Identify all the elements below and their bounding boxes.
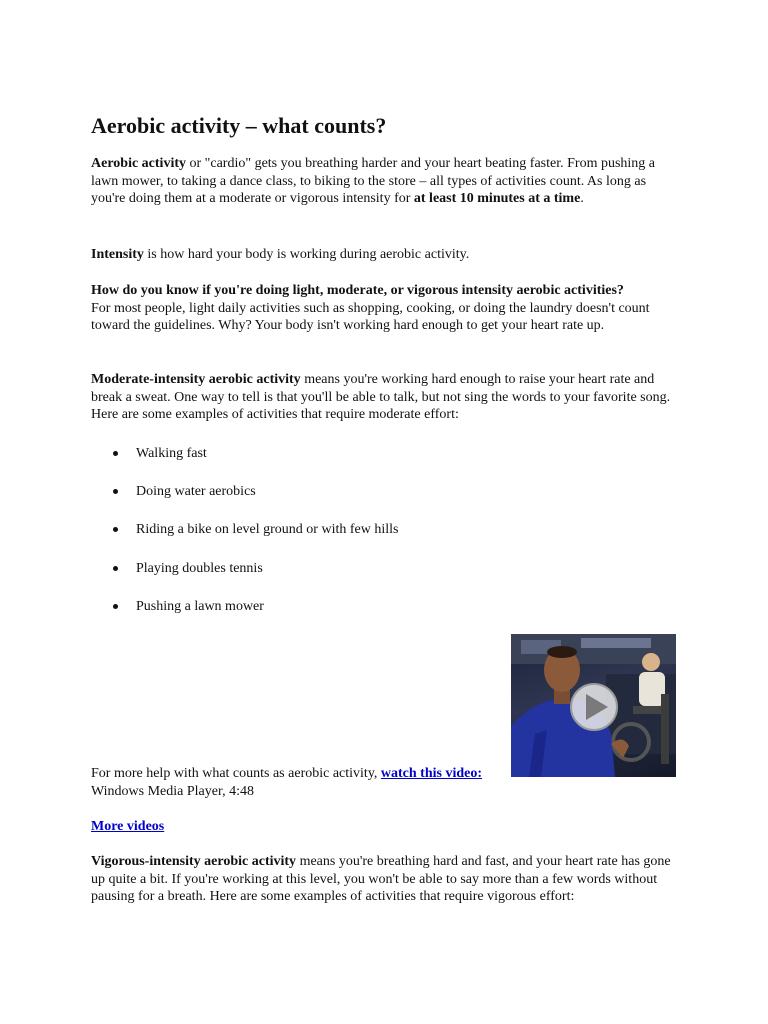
list-item-text: Doing water aerobics — [136, 484, 256, 499]
moderate-paragraph — [91, 371, 676, 424]
intro-bold-start: Aerobic activity — [91, 156, 186, 171]
bullet-icon — [113, 604, 118, 609]
list-item-text: Pushing a lawn mower — [136, 599, 264, 614]
intro-bold-end: at least 10 minutes at a time — [413, 191, 581, 207]
vigorous-paragraph — [91, 853, 676, 906]
question-heading: How do you know if you're doing light, moderate, or vigorous intensity aerobic activities? — [91, 283, 624, 298]
bullet-icon — [113, 566, 118, 571]
vigorous-text: means you're breathing hard and fast, and your heart rate has gone up quite a bit. If you're working at this level, you won't be able to say more than a few words without pausing for a breath. Here are some examples of activities that require vigorous effort: — [91, 854, 671, 905]
video-thumbnail[interactable] — [511, 634, 676, 777]
moderate-bold: Moderate-intensity aerobic activity — [91, 372, 301, 387]
intro-text: or "cardio" gets you breathing harder and your heart beating faster. From pushing a lawn mower, to taking a dance class, to biking to the store – all types of activities count. As long as you're doing them at a moderate or vigorous intensity for — [91, 156, 656, 207]
vigorous-bold: Vigorous-intensity aerobic activity — [91, 854, 297, 869]
bullet-icon — [113, 451, 118, 456]
intensity-paragraph — [91, 246, 676, 264]
intensity-text: is how hard your body is working during aerobic activity. — [143, 247, 470, 262]
play-icon[interactable] — [511, 634, 676, 777]
watch-video-link[interactable]: watch this video: — [380, 766, 483, 781]
video-paragraph — [91, 765, 676, 800]
intro-paragraph — [91, 155, 676, 208]
video-text: For more help with what counts as aerobic activity, — [91, 766, 381, 781]
moderate-text: means you're working hard enough to raise your heart rate and break a sweat. One way to tell is that you'll be able to talk, but not sing the words to your favorite song. Here are some examples of activities that require moderate effort: — [91, 372, 671, 423]
intro-end: . — [580, 191, 584, 207]
question-text: For most people, light daily activities such as shopping, cooking, or doing the laundry doesn't count toward the guidelines. Why? Your body isn't working hard enough to get your heart rate up. — [91, 300, 650, 334]
more-videos-paragraph — [91, 818, 676, 836]
list-item-text: Riding a bike on level ground or with few hills — [136, 522, 399, 537]
list-item-text: Playing doubles tennis — [136, 561, 263, 576]
question-paragraph — [91, 282, 676, 335]
list-item-text: Walking fast — [136, 446, 207, 461]
page-title: Aerobic activity – what counts? — [91, 113, 387, 138]
bullet-icon — [113, 489, 118, 494]
bullet-icon — [113, 527, 118, 532]
more-videos-link[interactable]: More videos — [91, 819, 165, 834]
intensity-bold: Intensity — [91, 247, 144, 262]
video-meta: Windows Media Player, 4:48 — [91, 783, 254, 799]
